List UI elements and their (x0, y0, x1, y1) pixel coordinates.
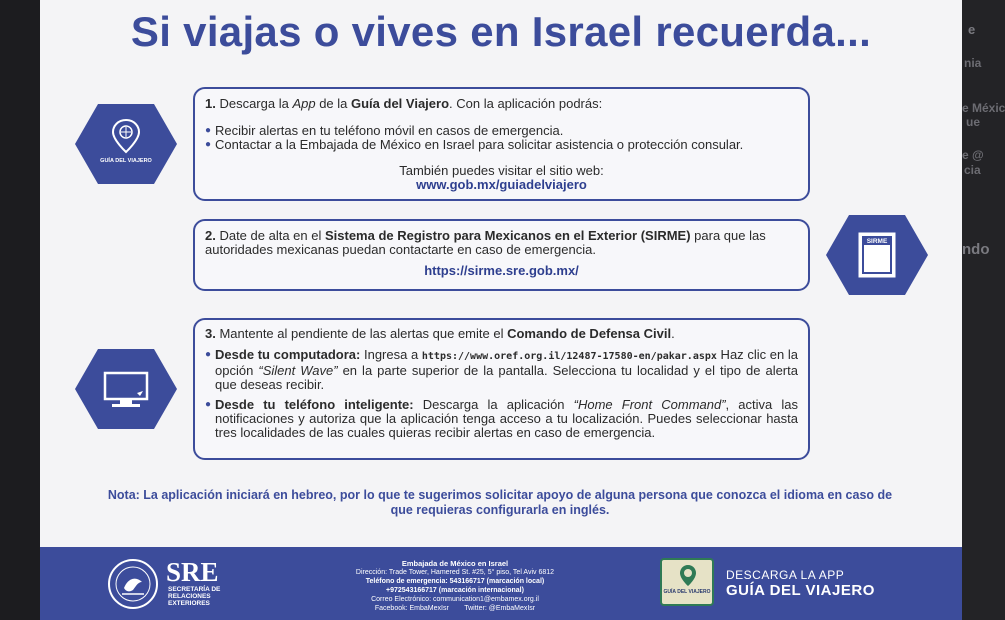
embassy-contact-block (330, 559, 580, 613)
embassy-name: Embajada de México en Israel (401, 559, 509, 568)
bullet-text: Recibir alertas en tu teléfono móvil en casos de emergencia. (215, 123, 564, 138)
step-1-intro (205, 97, 798, 111)
sre-subtitle-line: EXTERIORES (168, 600, 210, 607)
phone-instructions-text (215, 398, 798, 440)
embassy-address: Dirección: Trade Tower, Hamered St. #25, 5° piso, Tel Aviv 6812 (355, 569, 555, 576)
step-1-bullet (205, 138, 798, 152)
computer-instructions-text (215, 348, 798, 392)
step-2-text-part: Date de alta en el (215, 228, 325, 243)
sre-subtitle-line: SECRETARÍA DE (168, 586, 221, 593)
app-name-text: GUÍA DEL VIAJERO (726, 582, 875, 599)
sirme-icon-label: SIRME (866, 238, 888, 245)
sre-logo-text: SRE (166, 557, 219, 587)
location-pin-icon (678, 564, 698, 588)
guia-viajero-hex-icon (74, 102, 178, 186)
embassy-email: Correo Electrónico: communication1@embamex.org.il (371, 596, 539, 603)
computer-hex-icon (74, 347, 178, 431)
step-2-number: 2. (205, 228, 216, 243)
step-3-intro (205, 327, 798, 341)
sirme-name: Sistema de Registro para Mexicanos en el Exterior (SIRME) (324, 228, 691, 243)
sre-subtitle (168, 586, 248, 607)
comando-name: Comando de Defensa Civil (507, 326, 672, 341)
bg-text-fragment: e @ (962, 148, 984, 162)
phone-lead: Desde tu teléfono inteligente: (215, 397, 414, 412)
download-app-text: DESCARGA LA APP (726, 568, 845, 582)
step-2-text-part: para que las autoridades mexicanas puedan contactarte en caso de emergencia. (205, 228, 766, 257)
poster-footer (40, 547, 962, 620)
emergency-phone-intl: +972543166717 (marcación internacional) (386, 587, 524, 594)
computer-instructions (205, 348, 798, 392)
guia-icon-label: GUÍA DEL VIAJERO (100, 158, 152, 164)
bg-text-fragment: ndo (962, 241, 990, 258)
step-3-text: . (671, 326, 675, 341)
bg-text-fragment: ue (966, 115, 981, 129)
step-1-text: . Con la aplicación podrás: (449, 96, 603, 111)
bullet-dot-icon: ● (205, 139, 212, 150)
instr-text: en la parte superior de la pantalla. Selecciona tu localidad y el tipo de alerta que deseas recibir. (215, 363, 798, 392)
home-front-command-text: “Home Front Command” (573, 397, 726, 412)
mexico-seal-icon (106, 558, 160, 610)
computer-lead: Desde tu computadora: (215, 347, 361, 362)
bg-text-fragment: cia (964, 163, 981, 177)
step-2-card (193, 219, 810, 291)
step-1-text: de la (315, 96, 351, 111)
app-tile-label: GUÍA DEL VIAJERO (663, 589, 711, 595)
bullet-dot-icon: ● (205, 125, 212, 136)
step-1-app-name: Guía del Viajero (351, 96, 450, 111)
guia-viajero-app-icon (660, 558, 714, 606)
embassy-social: Facebook: EmbaMexIsr Twitter: @EmbaMexIsr (374, 605, 536, 612)
emergency-phone-local: Teléfono de emergencia: 543166717 (marcación local) (365, 578, 545, 585)
bg-text-fragment: e (968, 22, 976, 37)
bullet-text: Contactar a la Embajada de México en Israel para solicitar asistencia o protección consular. (215, 137, 744, 152)
sre-subtitle-line: RELACIONES (168, 593, 211, 600)
step-1-card (193, 87, 810, 201)
language-note: Nota: La aplicación iniciará en hebreo, por lo que te sugerimos solicitar apoyo de alguna persona que conozca el idioma en caso de que requieras configurarla en inglés. (107, 488, 893, 517)
instr-text: , activa las notificaciones y autoriza que la aplicación tenga acceso a tu localización. Puedes seleccionar hasta tres localidades de las cuales quieras recibir alertas en caso de emergencia. (215, 397, 798, 440)
step-1-also-text: También puedes visitar el sitio web: (399, 163, 604, 178)
instr-text: Ingresa a (360, 347, 422, 362)
step-1-text: Descarga la (215, 96, 293, 111)
background-window-edge (962, 0, 1005, 620)
instr-text: Descarga la aplicación (413, 397, 574, 412)
step-1-app-word: App (292, 96, 316, 111)
step-3-card (193, 318, 810, 460)
silent-wave-text: “Silent Wave” (258, 363, 338, 378)
oref-url[interactable]: https://www.oref.org.il/12487-17580-en/pakar.aspx (421, 351, 717, 362)
poster-title: Si viajas o vives en Israel recuerda... (130, 8, 872, 55)
guia-viajero-link[interactable]: www.gob.mx/guiadelviajero (416, 177, 587, 192)
sirme-link[interactable]: https://sirme.sre.gob.mx/ (424, 263, 579, 278)
bullet-dot-icon: ● (205, 349, 212, 360)
step-3-number: 3. (205, 326, 216, 341)
instr-text: Haz clic en la opción (215, 347, 798, 378)
bg-text-fragment: nia (964, 56, 982, 70)
step-2-text (205, 229, 798, 257)
bullet-dot-icon: ● (205, 399, 212, 410)
phone-instructions (205, 398, 798, 440)
travel-advisory-poster (40, 0, 962, 620)
step-1-bullet (205, 124, 798, 138)
step-3-text: Mantente al pendiente de las alertas que emite el (215, 326, 508, 341)
bg-text-fragment: e Méxic (962, 101, 1005, 115)
sirme-hex-icon (825, 213, 929, 297)
step-1-number: 1. (205, 96, 216, 111)
